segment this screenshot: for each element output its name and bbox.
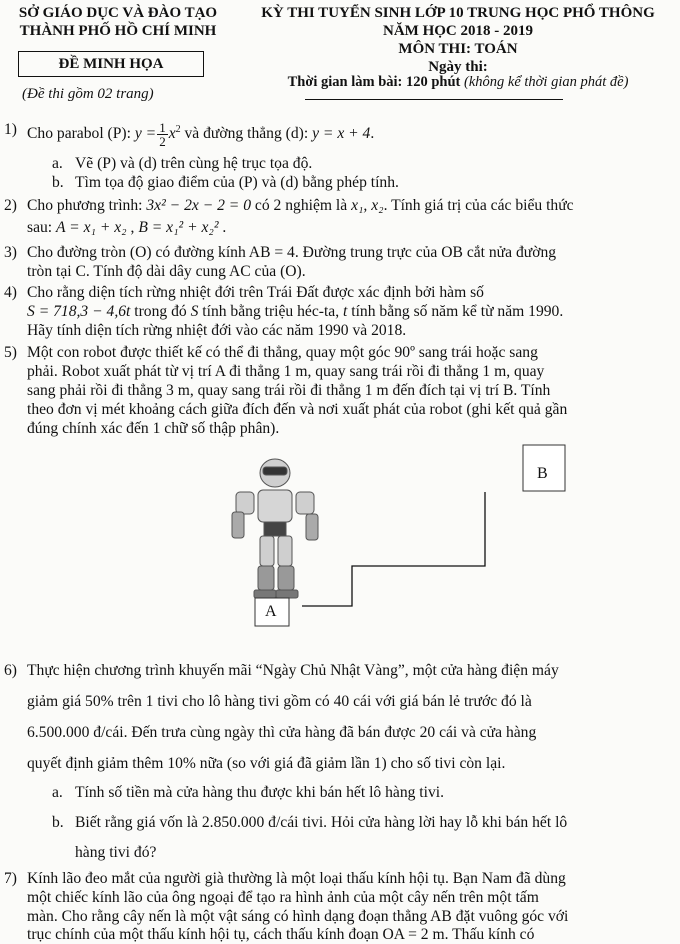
q1-fraction: $\frac{1}{2}$ xyxy=(159,120,166,150)
robot-path xyxy=(302,492,485,606)
position-a-label: A xyxy=(265,603,277,620)
department-line1: SỞ GIÁO DỤC VÀ ĐÀO TẠO xyxy=(18,5,218,21)
exam-subject: MÔN THI: TOÁN xyxy=(398,41,518,57)
exam-title-line1: KỲ THI TUYỂN SINH LỚP 10 TRUNG HỌC PHỔ THÔNG xyxy=(261,5,655,21)
department-name xyxy=(2,4,234,40)
pages-note: (Đề thi gồm 02 trang) xyxy=(22,86,154,102)
exam-time-note: (không kể thời gian phát đề) xyxy=(464,74,629,90)
exam-title xyxy=(236,4,680,76)
department-line2: THÀNH PHỐ HỒ CHÍ MINH xyxy=(19,23,217,39)
exam-date: Ngày thi: xyxy=(428,59,488,75)
exam-type-label: ĐỀ MINH HỌA xyxy=(58,56,164,72)
exam-type-box xyxy=(18,51,204,77)
exam-time xyxy=(236,74,680,91)
robot-illustration xyxy=(232,459,318,598)
exam-year: NĂM HỌC 2018 - 2019 xyxy=(383,23,533,39)
header-divider xyxy=(305,99,563,100)
q1-text: Cho parabol (P): y = $\frac{1}{2}$ $x^2$ và đường thẳng (d): y = x + 4. xyxy=(27,120,375,150)
robot-path-figure xyxy=(0,440,680,640)
q1-number: 1) xyxy=(4,121,17,138)
position-b-label: B xyxy=(537,465,548,482)
exam-time-bold: Thời gian làm bài: 120 phút xyxy=(287,74,461,90)
